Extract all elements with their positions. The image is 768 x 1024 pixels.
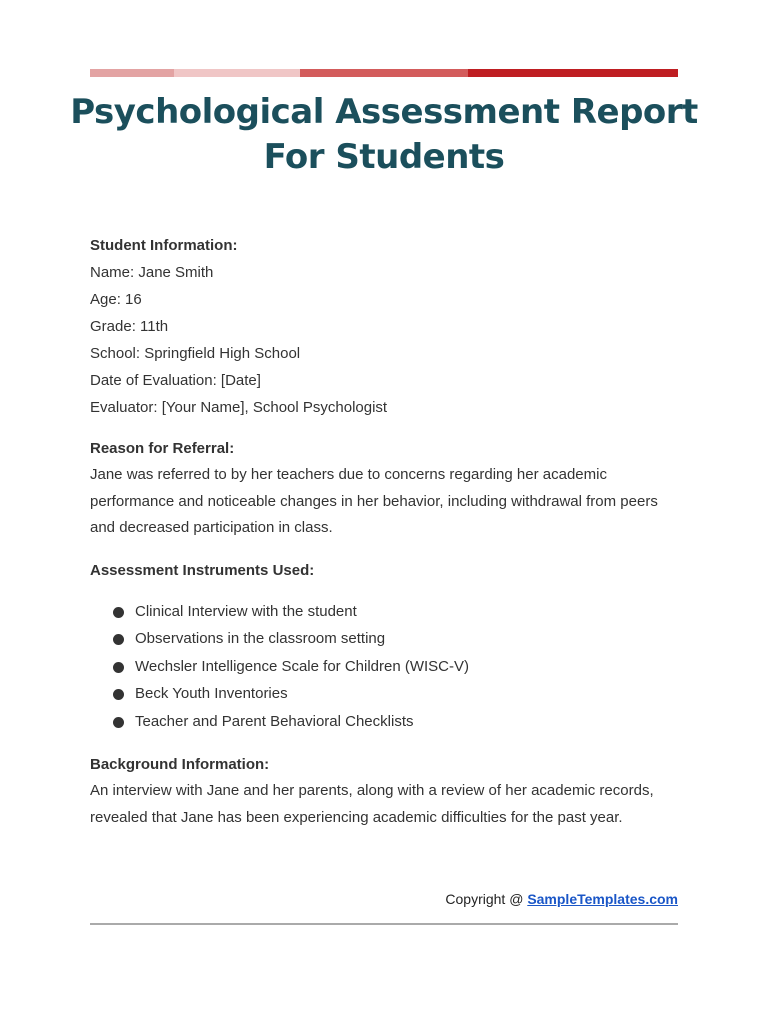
student-age: Age: 16 xyxy=(90,291,142,308)
instruments-heading: Assessment Instruments Used: xyxy=(90,561,315,579)
copyright-prefix: Copyright @ xyxy=(445,891,528,907)
bullet-icon xyxy=(113,634,124,645)
copyright-notice xyxy=(445,889,678,909)
student-information-heading: Student Information: xyxy=(90,237,238,254)
list-item: Teacher and Parent Behavioral Checklists xyxy=(90,708,680,736)
evaluation-date: Date of Evaluation: [Date] xyxy=(90,372,261,389)
document-title: Psychological Assessment Report For Students xyxy=(70,92,698,177)
bar-segment-3 xyxy=(300,69,468,77)
referral-section xyxy=(90,436,680,542)
document-body xyxy=(90,233,680,831)
background-text: An interview with Jane and her parents, along with a review of her academic records, revealed that Jane has been experiencing academic difficulties for the past year. xyxy=(90,782,654,826)
footer-divider xyxy=(90,923,678,925)
instruments-list xyxy=(90,598,680,736)
bullet-icon xyxy=(113,662,124,673)
list-item: Clinical Interview with the student xyxy=(90,598,680,626)
list-item: Beck Youth Inventories xyxy=(90,680,680,708)
referral-heading: Reason for Referral: xyxy=(90,440,235,457)
referral-text: Jane was referred to by her teachers due to concerns regarding her academic performance and noticeable changes in her behavior, including withdrawal from peers and decreased participation in class. xyxy=(90,466,658,536)
evaluator: Evaluator: [Your Name], School Psychologist xyxy=(90,399,388,416)
student-name: Name: Jane Smith xyxy=(90,264,214,281)
student-information-section xyxy=(90,233,680,421)
bullet-icon xyxy=(113,717,124,728)
list-item: Observations in the classroom setting xyxy=(90,625,680,653)
bullet-icon xyxy=(113,607,124,618)
sampletemplates-link[interactable]: SampleTemplates.com xyxy=(527,891,678,907)
student-school: School: Springfield High School xyxy=(90,345,301,362)
list-item: Wechsler Intelligence Scale for Children (WISC-V) xyxy=(90,653,680,681)
bullet-icon xyxy=(113,689,124,700)
bar-segment-4 xyxy=(468,69,678,77)
student-grade: Grade: 11th xyxy=(90,318,169,335)
bar-segment-2 xyxy=(174,69,300,77)
decorative-top-bar xyxy=(90,69,678,77)
background-section xyxy=(90,752,680,831)
background-heading: Background Information: xyxy=(90,756,270,773)
instruments-section xyxy=(90,558,680,736)
bar-segment-1 xyxy=(90,69,174,77)
